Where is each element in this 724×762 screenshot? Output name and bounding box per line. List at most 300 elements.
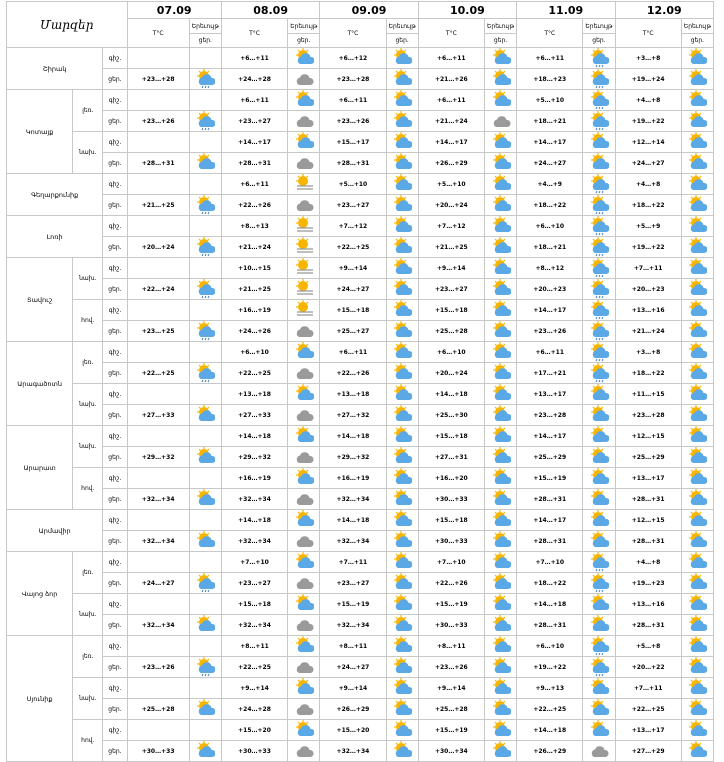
temperature-cell [127,300,189,321]
temperature-cell: +5…+10 [517,90,583,111]
table-row [7,468,714,489]
table-row [7,405,714,426]
weather-icon-cell [189,153,221,174]
table-row [7,153,714,174]
temperature-cell: +14…+18 [221,510,287,531]
sun-cloud-rain-icon [583,573,614,593]
weather-icon-cell [386,636,418,657]
sun-cloud-icon [682,510,713,530]
sun-cloud-rain-icon [190,195,221,215]
weather-icon-cell [288,363,320,384]
time-of-day-label: գիշ. [103,216,127,237]
temperature-cell: +23…+26 [320,111,386,132]
sun-cloud-icon [387,636,418,656]
sun-cloud-icon [682,678,713,698]
subregion-label: նախ. [73,594,103,636]
temperature-cell: +32…+34 [221,531,287,552]
temperature-cell: +32…+34 [320,741,386,762]
sun-cloud-rain-icon [190,321,221,341]
sun-cloud-icon [682,258,713,278]
weather-icon-cell [681,678,713,699]
table-row [7,615,714,636]
region-name: Արմավիր [7,510,103,552]
temperature-cell: +24…+28 [221,69,287,90]
date-header: 09.09 [320,2,418,19]
weather-icon-cell [189,69,221,90]
temperature-cell: +3…+8 [615,342,681,363]
temperature-cell: +23…+27 [320,195,386,216]
time-of-day-label: ցեր. [103,153,127,174]
temperature-cell: +19…+22 [517,657,583,678]
temperature-cell [127,720,189,741]
phenomena-col-header: Երեւույթ [583,19,615,34]
sun-cloud-icon [387,720,418,740]
sun-cloud-icon [288,678,319,698]
region-name: Լոռի [7,216,103,258]
sun-cloud-icon [387,132,418,152]
temperature-cell: +7…+12 [418,216,484,237]
temperature-cell: +14…+18 [221,426,287,447]
temperature-cell: +15…+20 [221,720,287,741]
sun-cloud-icon [387,195,418,215]
temperature-cell: +9…+14 [418,678,484,699]
sun-cloud-icon [682,342,713,362]
weather-icon-cell [484,657,516,678]
time-of-day-label: ցեր. [103,111,127,132]
weather-icon-cell [484,636,516,657]
temperature-cell [127,594,189,615]
weather-icon-cell [484,321,516,342]
phenomena-col-header: Երեւույթ [288,19,320,34]
temperature-cell: +4…+8 [615,552,681,573]
weather-icon-cell [681,468,713,489]
temperature-cell: +7…+10 [221,552,287,573]
sun-cloud-icon [387,489,418,509]
weather-icon-cell [288,720,320,741]
weather-icon-cell [681,741,713,762]
sun-cloud-icon [485,615,516,635]
temperature-cell: +24…+27 [127,573,189,594]
temperature-cell: +29…+32 [221,447,287,468]
weather-icon-cell [681,300,713,321]
region-name: Շիրակ [7,48,103,90]
sun-cloud-icon [583,678,614,698]
temperature-cell: +28…+31 [517,615,583,636]
temperature-cell: +13…+17 [517,384,583,405]
temperature-cell: +6…+11 [517,342,583,363]
sun-cloud-icon [288,720,319,740]
time-of-day-label: գիշ. [103,636,127,657]
weather-icon-cell [189,531,221,552]
weather-icon-cell [583,489,615,510]
weather-icon-cell [484,384,516,405]
temperature-cell: +32…+34 [320,615,386,636]
temperature-cell: +6…+10 [517,216,583,237]
sun-cloud-icon [190,489,221,509]
weather-icon-cell [189,258,221,279]
temperature-cell: +19…+22 [615,111,681,132]
sun-cloud-icon [485,426,516,446]
time-of-day-label: գիշ. [103,468,127,489]
temperature-cell: +14…+18 [517,594,583,615]
weather-icon-cell [681,258,713,279]
weather-icon-cell [386,195,418,216]
weather-icon-cell [386,615,418,636]
weather-icon-cell [288,384,320,405]
temperature-cell: +20…+24 [418,363,484,384]
region-name: Գեղարքունիք [7,174,103,216]
temperature-cell: +25…+28 [418,321,484,342]
day-col-header: ցեր. [484,34,516,48]
temperature-cell: +13…+16 [615,300,681,321]
sun-cloud-icon [288,90,319,110]
weather-icon-cell [189,342,221,363]
sun-cloud-icon [583,447,614,467]
weather-icon-cell [288,279,320,300]
weather-icon-cell [189,468,221,489]
temperature-cell: +14…+17 [517,300,583,321]
sun-cloud-icon [387,678,418,698]
weather-icon-cell [583,552,615,573]
sun-cloud-icon [583,699,614,719]
weather-icon-cell [484,699,516,720]
temperature-cell: +23…+27 [320,573,386,594]
sun-cloud-icon [387,279,418,299]
region-name: Վայոց ձոր [7,552,73,636]
sun-cloud-icon [485,636,516,656]
temperature-cell: +22…+25 [320,237,386,258]
sun-cloud-icon [583,405,614,425]
weather-icon-cell [484,237,516,258]
weather-icon-cell [681,111,713,132]
temperature-cell: +5…+8 [615,636,681,657]
sun-cloud-icon [682,69,713,89]
sun-cloud-icon [682,279,713,299]
sun-cloud-icon [387,237,418,257]
table-row [7,384,714,405]
temperature-cell: +14…+17 [517,132,583,153]
cloud-icon [288,321,319,341]
weather-icon-cell [189,132,221,153]
temperature-cell: +26…+29 [517,741,583,762]
weather-icon-cell [681,510,713,531]
temperature-cell: +23…+28 [127,69,189,90]
temperature-cell: +9…+14 [221,678,287,699]
weather-icon-cell [386,132,418,153]
weather-icon-cell [386,111,418,132]
weather-icon-cell [583,300,615,321]
sun-cloud-rain-icon [583,321,614,341]
weather-icon-cell [288,69,320,90]
temperature-cell: +4…+8 [615,174,681,195]
temperature-cell: +24…+28 [221,699,287,720]
cloud-icon [288,405,319,425]
weather-icon-cell [288,636,320,657]
subregion-label: նախ. [73,426,103,468]
sun-cloud-rain-icon [583,69,614,89]
weather-icon-cell [583,678,615,699]
weather-icon-cell [583,615,615,636]
weather-icon-cell [386,741,418,762]
sun-cloud-icon [387,531,418,551]
weather-icon-cell [386,69,418,90]
temperature-cell: +13…+17 [615,468,681,489]
weather-icon-cell [484,342,516,363]
day-col-header: ցեր. [386,34,418,48]
table-row [7,111,714,132]
sun-cloud-icon [288,132,319,152]
temperature-cell: +28…+31 [615,615,681,636]
weather-icon-cell [583,426,615,447]
subregion-label: նախ. [73,384,103,426]
temperature-cell: +7…+11 [320,552,386,573]
weather-icon-cell [288,426,320,447]
temperature-cell: +6…+11 [418,48,484,69]
sun-cloud-icon [485,279,516,299]
sun-cloud-icon [485,531,516,551]
table-row [7,363,714,384]
weather-icon-cell [484,531,516,552]
weather-icon-cell [386,363,418,384]
table-row [7,552,714,573]
temperature-cell: +11…+15 [615,384,681,405]
temperature-cell: +18…+22 [615,363,681,384]
cloud-icon [288,657,319,677]
sun-cloud-rain-icon [583,657,614,677]
temperature-cell: +24…+26 [221,321,287,342]
weather-icon-cell [681,90,713,111]
weather-icon-cell [484,132,516,153]
temperature-cell: +28…+31 [615,489,681,510]
sun-cloud-icon [387,342,418,362]
sun-cloud-icon [288,552,319,572]
temperature-cell [127,174,189,195]
temperature-cell: +7…+11 [615,258,681,279]
temperature-cell [127,468,189,489]
sun-cloud-rain-icon [190,573,221,593]
sun-cloud-icon [682,426,713,446]
sun-cloud-icon [288,594,319,614]
sun-cloud-rain-icon [583,174,614,194]
weather-icon-cell [288,195,320,216]
weather-icon-cell [484,363,516,384]
weather-icon-cell [386,573,418,594]
sun-cloud-rain-icon [583,195,614,215]
table-row [7,132,714,153]
weather-icon-cell [386,468,418,489]
weather-icon-cell [189,48,221,69]
sun-cloud-icon [387,216,418,236]
temperature-cell: +20…+22 [615,657,681,678]
sun-cloud-icon [583,615,614,635]
sun-cloud-icon [682,111,713,131]
weather-icon-cell [583,90,615,111]
cloud-icon [288,615,319,635]
temperature-cell: +22…+25 [221,363,287,384]
temperature-cell: +21…+25 [221,279,287,300]
cloud-icon [288,195,319,215]
sun-cloud-icon [387,111,418,131]
weather-icon-cell [681,489,713,510]
weather-icon-cell [288,132,320,153]
sun-cloud-icon [682,300,713,320]
temperature-cell: +3…+8 [615,48,681,69]
temperature-cell: +6…+12 [320,48,386,69]
weather-icon-cell [189,384,221,405]
temperature-cell [127,48,189,69]
sun-haze-icon [288,279,319,299]
temperature-cell: +25…+27 [320,321,386,342]
weather-icon-cell [189,594,221,615]
temperature-cell: +25…+28 [418,699,484,720]
time-of-day-label: գիշ. [103,384,127,405]
time-of-day-label: գիշ. [103,426,127,447]
weather-icon-cell [484,153,516,174]
weather-icon-cell [681,657,713,678]
weather-icon-cell [386,48,418,69]
table-row [7,678,714,699]
weather-icon-cell [288,657,320,678]
sun-cloud-icon [682,468,713,488]
temperature-cell: +21…+24 [221,237,287,258]
weather-icon-cell [189,363,221,384]
weather-icon-cell [189,447,221,468]
sun-cloud-icon [387,468,418,488]
weather-icon-cell [288,237,320,258]
phenomena-col-header: Երեւույթ [189,19,221,34]
sun-cloud-icon [485,69,516,89]
weather-icon-cell [288,111,320,132]
temperature-cell: +14…+18 [418,384,484,405]
weather-icon-cell [189,216,221,237]
time-of-day-label: ցեր. [103,573,127,594]
sun-cloud-icon [485,216,516,236]
time-of-day-label: ցեր. [103,447,127,468]
temperature-cell: +24…+27 [615,153,681,174]
temperature-cell: +13…+17 [615,720,681,741]
temperature-cell: +18…+22 [615,195,681,216]
region-name: Սյունիք [7,636,73,762]
weather-icon-cell [189,699,221,720]
weather-icon-cell [681,174,713,195]
sun-cloud-icon [682,174,713,194]
subregion-label: լեռ. [73,552,103,594]
weather-icon-cell [189,174,221,195]
sun-cloud-icon [682,552,713,572]
temperature-cell: +13…+18 [320,384,386,405]
weather-icon-cell [189,636,221,657]
weather-icon-cell [386,321,418,342]
weather-icon-cell [681,153,713,174]
weather-icon-cell [681,426,713,447]
weather-icon-cell [681,216,713,237]
sun-cloud-icon [485,447,516,467]
region-name: Արագածոտն [7,342,73,426]
sun-cloud-icon [288,48,319,68]
weather-icon-cell [583,321,615,342]
phenomena-col-header: Երեւույթ [484,19,516,34]
sun-cloud-icon [485,468,516,488]
weather-icon-cell [189,510,221,531]
temperature-cell: +15…+18 [418,300,484,321]
temperature-cell: +25…+28 [127,699,189,720]
temperature-cell: +15…+17 [320,132,386,153]
temperature-cell: +28…+31 [615,531,681,552]
table-row [7,573,714,594]
temperature-cell: +23…+26 [127,111,189,132]
temperature-cell: +28…+31 [517,489,583,510]
temperature-cell: +18…+22 [517,195,583,216]
sun-cloud-icon [485,132,516,152]
weather-icon-cell [386,447,418,468]
temperature-cell: +23…+28 [320,69,386,90]
weather-icon-cell [484,216,516,237]
sun-cloud-icon [288,342,319,362]
temperature-cell: +14…+17 [221,132,287,153]
temperature-cell: +20…+23 [615,279,681,300]
temperature-cell: +23…+27 [418,279,484,300]
sun-cloud-icon [583,153,614,173]
temperature-cell: +27…+31 [418,447,484,468]
temp-col-header: T°C [127,19,189,48]
temperature-cell: +19…+22 [615,237,681,258]
weather-icon-cell [386,153,418,174]
sun-cloud-icon [387,405,418,425]
region-name: Տավուշ [7,258,73,342]
weather-icon-cell [189,489,221,510]
cloud-icon [583,741,614,761]
weather-icon-cell [681,405,713,426]
weather-icon-cell [583,510,615,531]
temperature-cell: +22…+25 [615,699,681,720]
weather-icon-cell [681,321,713,342]
sun-cloud-icon [682,615,713,635]
temperature-cell: +23…+27 [221,111,287,132]
weather-icon-cell [583,174,615,195]
region-header: Մարզեր [7,2,128,48]
weather-icon-cell [583,216,615,237]
temperature-cell [127,510,189,531]
weather-icon-cell [583,699,615,720]
weather-icon-cell [386,174,418,195]
weather-icon-cell [386,342,418,363]
temperature-cell: +9…+14 [320,258,386,279]
temperature-cell: +14…+17 [517,510,583,531]
table-row [7,195,714,216]
cloud-icon [288,111,319,131]
sun-cloud-icon [387,384,418,404]
sun-cloud-icon [387,426,418,446]
temperature-cell: +24…+27 [320,657,386,678]
temperature-cell: +21…+26 [418,69,484,90]
time-of-day-label: գիշ. [103,174,127,195]
temperature-cell: +30…+33 [418,489,484,510]
sun-cloud-icon [485,384,516,404]
sun-cloud-icon [387,48,418,68]
sun-haze-icon [288,174,319,194]
sun-cloud-icon [485,552,516,572]
time-of-day-label: գիշ. [103,90,127,111]
cloud-icon [288,447,319,467]
sun-cloud-icon [387,594,418,614]
weather-icon-cell [484,426,516,447]
time-of-day-label: գիշ. [103,594,127,615]
sun-cloud-icon [583,468,614,488]
temperature-cell: +23…+26 [127,657,189,678]
temperature-cell: +8…+13 [221,216,287,237]
weather-icon-cell [189,237,221,258]
table-row [7,741,714,762]
